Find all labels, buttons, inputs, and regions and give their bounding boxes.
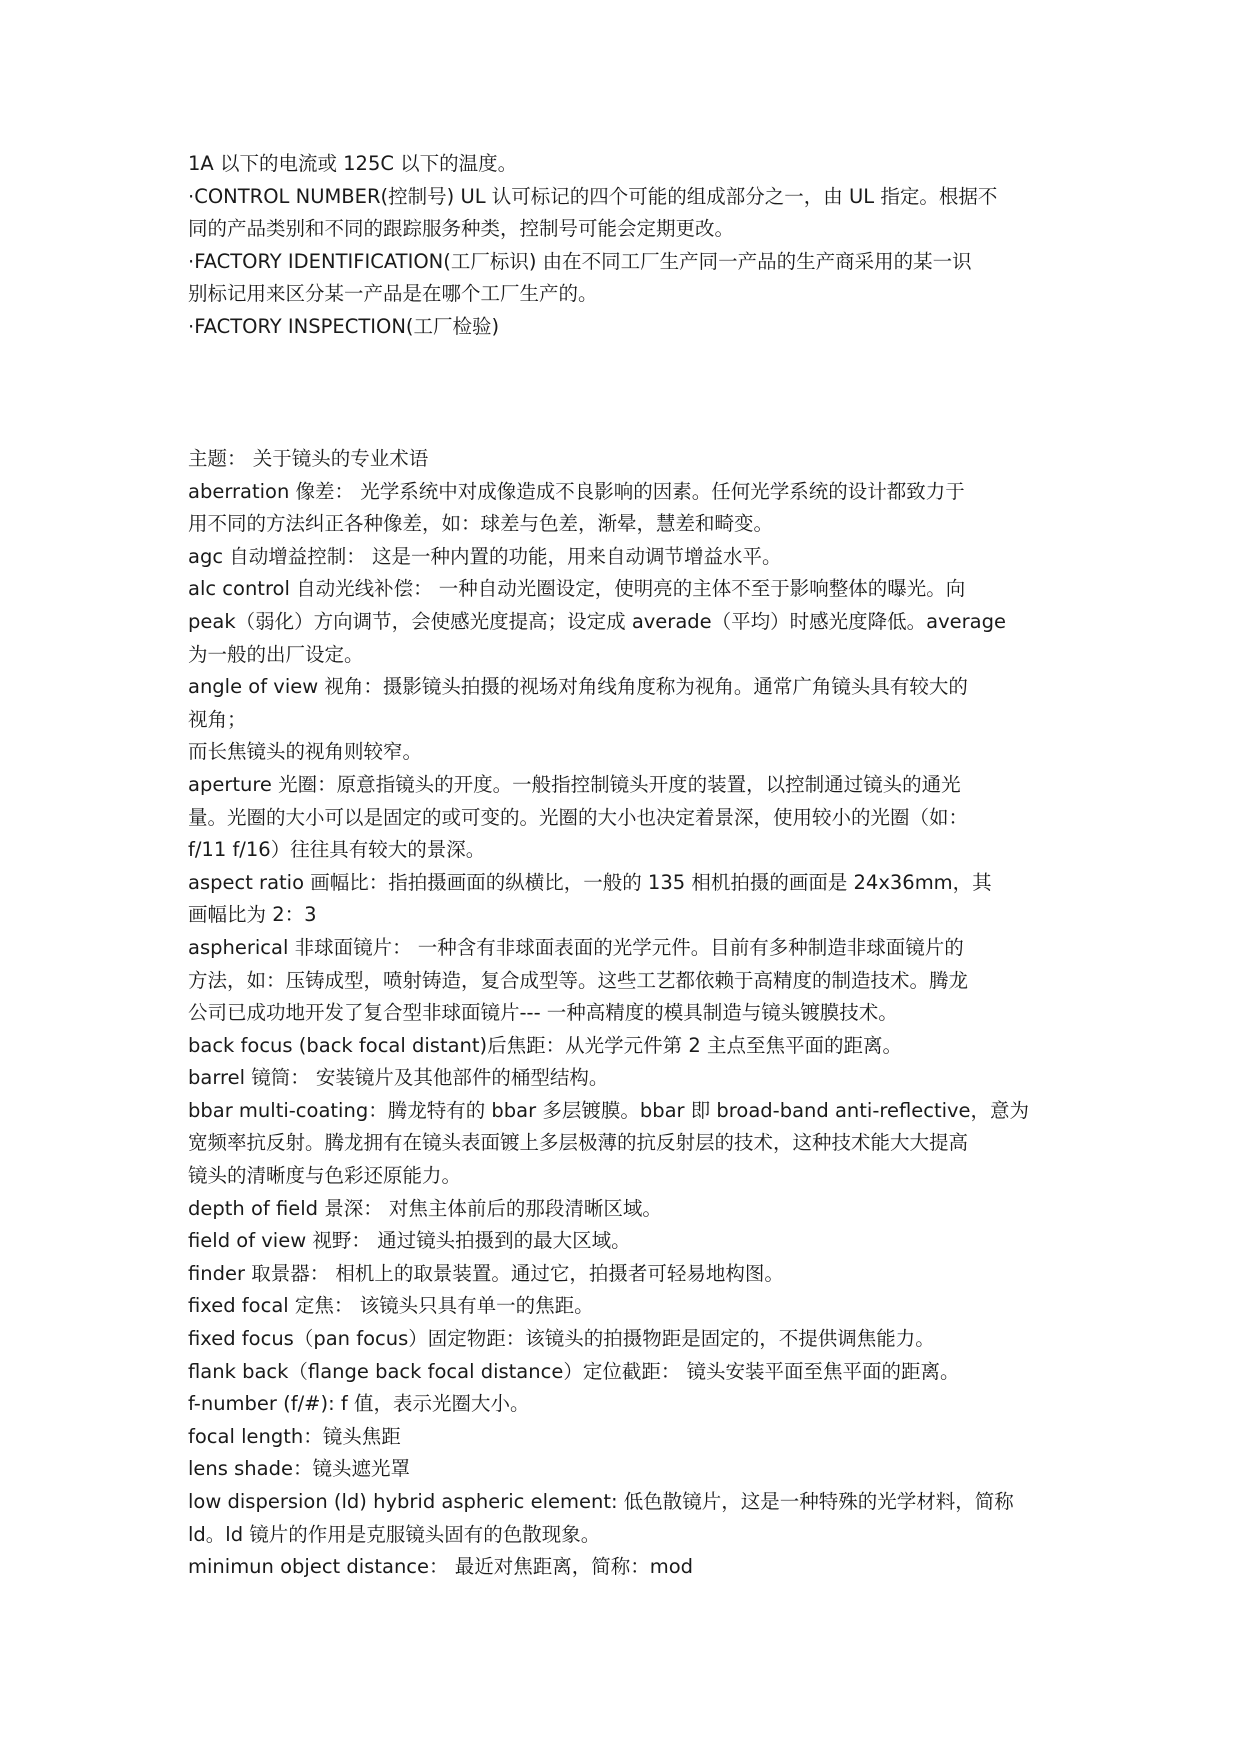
text-line: finder 取景器： 相机上的取景装置。通过它，拍摄者可轻易地构图。 bbox=[188, 1261, 784, 1285]
text-line: aperture 光圈：原意指镜头的开度。一般指控制镜头开度的装置，以控制通过镜头的通光 bbox=[188, 772, 961, 796]
text-line: 公司已成功地开发了复合型非球面镜片--- 一种高精度的模具制造与镜头镀膜技术。 bbox=[188, 1001, 898, 1025]
text-line: angle of view 视角：摄影镜头拍摄的视场对角线角度称为视角。通常广角镜头具有较大的 bbox=[188, 675, 968, 699]
text-line: minimun object distance： 最近对焦距离，简称：mod bbox=[188, 1555, 694, 1579]
text-line: focal length：镜头焦距 bbox=[188, 1424, 401, 1448]
text-line: 视角； bbox=[188, 707, 247, 731]
text-line: ·FACTORY IDENTIFICATION(工厂标识) 由在不同工厂生产同一产品的生产商采用的某一识 bbox=[188, 249, 972, 273]
text-line: ld。ld 镜片的作用是克服镜头固有的色散现象。 bbox=[188, 1522, 601, 1546]
text-line: 镜头的清晰度与色彩还原能力。 bbox=[188, 1164, 462, 1188]
text-line: 宽频率抗反射。腾龙拥有在镜头表面镀上多层极薄的抗反射层的技术，这种技术能大大提高 bbox=[188, 1131, 969, 1155]
text-line: 1A 以下的电流或 125C 以下的温度。 bbox=[188, 152, 518, 175]
text-line: aspect ratio 画幅比：指拍摄画面的纵横比，一般的 135 相机拍摄的画面是 24x36mm，其 bbox=[188, 870, 992, 894]
text-line: low dispersion (ld) hybrid aspheric element: 低色散镜片，这是一种特殊的光学材料，简称 bbox=[188, 1490, 1014, 1513]
text-line: fixed focal 定焦： 该镜头只具有单一的焦距。 bbox=[188, 1294, 594, 1318]
text-line: depth of field 景深： 对焦主体前后的那段清晰区域。 bbox=[188, 1196, 662, 1220]
text-line: f-number (f/#): f 值，表示光圈大小。 bbox=[188, 1392, 530, 1416]
text-line: 而长焦镜头的视角则较窄。 bbox=[188, 740, 423, 764]
text-line: field of view 视野： 通过镜头拍摄到的最大区域。 bbox=[188, 1229, 631, 1253]
text-line: back focus (back focal distant)后焦距：从光学元件第 2 主点至焦平面的距离。 bbox=[188, 1033, 902, 1057]
section-heading: 主题： 关于镜头的专业术语 bbox=[188, 447, 429, 470]
text-line: fixed focus（pan focus）固定物距：该镜头的拍摄物距是固定的，不提供调焦能力。 bbox=[188, 1327, 935, 1351]
text-line: 量。光圈的大小可以是固定的或可变的。光圈的大小也决定着景深，使用较小的光圈（如： bbox=[188, 805, 969, 829]
text-line: 为一般的出厂设定。 bbox=[188, 642, 364, 666]
text-line: flank back（flange back focal distance）定位截距： 镜头安装平面至焦平面的距离。 bbox=[188, 1359, 960, 1383]
text-line: alc control 自动光线补偿： 一种自动光圈设定，使明亮的主体不至于影响整体的曝光。向 bbox=[188, 577, 966, 601]
text-line: 同的产品类别和不同的跟踪服务种类，控制号可能会定期更改。 bbox=[188, 217, 735, 241]
text-line: 用不同的方法纠正各种像差，如：球差与色差，渐晕，慧差和畸变。 bbox=[188, 512, 774, 536]
lens-terms-section bbox=[188, 443, 1068, 1584]
text-line: 画幅比为 2：3 bbox=[188, 903, 317, 927]
text-line: peak（弱化）方向调节，会使感光度提高；设定成 averade（平均）时感光度降低。average bbox=[188, 609, 1006, 633]
text-line: agc 自动增益控制： 这是一种内置的功能，用来自动调节增益水平。 bbox=[188, 544, 782, 568]
text-line: ·FACTORY INSPECTION(工厂检验) bbox=[188, 314, 500, 338]
text-line: aspherical 非球面镜片： 一种含有非球面表面的光学元件。目前有多种制造非球面镜片的 bbox=[188, 935, 964, 959]
text-line: barrel 镜筒： 安装镜片及其他部件的桶型结构。 bbox=[188, 1066, 609, 1090]
ul-terms-section bbox=[188, 148, 1068, 344]
text-line: 方法，如：压铸成型，喷射铸造，复合成型等。这些工艺都依赖于高精度的制造技术。腾龙 bbox=[188, 968, 969, 992]
text-line: ·CONTROL NUMBER(控制号) UL 认可标记的四个可能的组成部分之一，由 UL 指定。根据不 bbox=[188, 184, 998, 208]
text-line: lens shade：镜头遮光罩 bbox=[188, 1457, 410, 1481]
text-line: 别标记用来区分某一产品是在哪个工厂生产的。 bbox=[188, 282, 598, 306]
text-line: bbar multi-coating：腾龙特有的 bbar 多层镀膜。bbar 即 broad-band anti-reflective，意为 bbox=[188, 1098, 1030, 1122]
text-line: f/11 f/16）往往具有较大的景深。 bbox=[188, 838, 486, 862]
text-line: aberration 像差： 光学系统中对成像造成不良影响的因素。任何光学系统的设计都致力于 bbox=[188, 479, 965, 503]
